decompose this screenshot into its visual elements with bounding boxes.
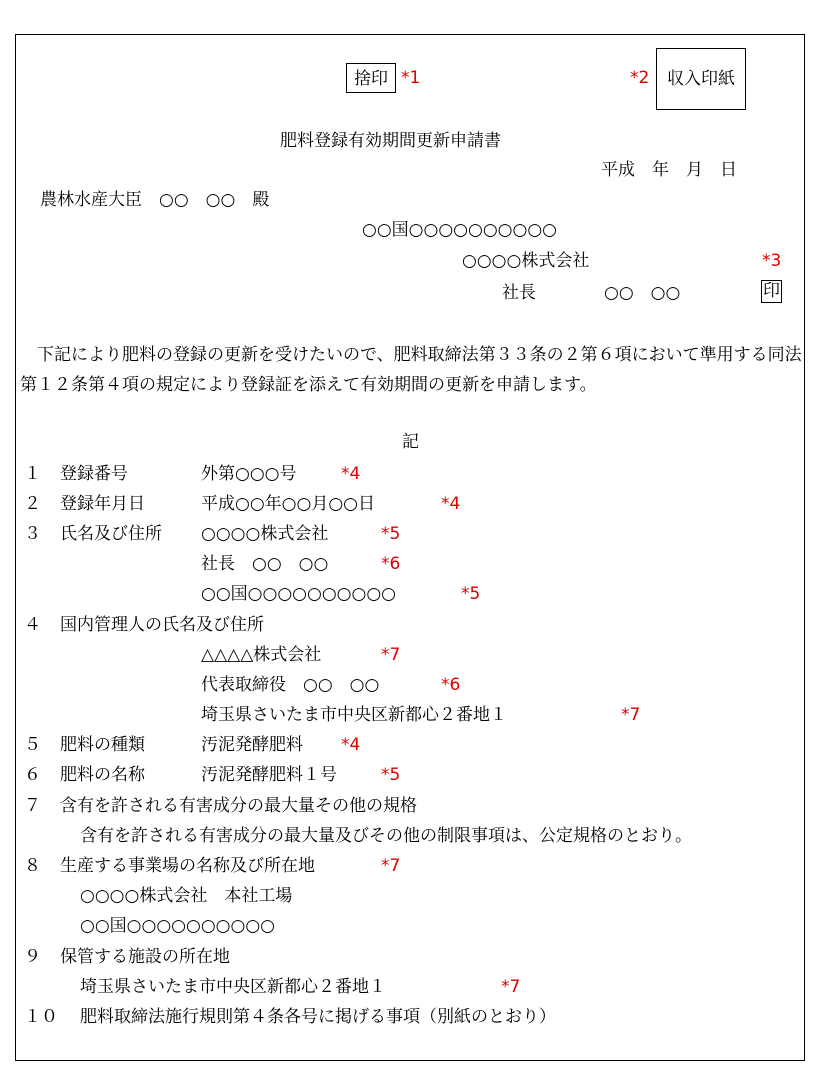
item-value: 含有を許される有害成分の最大量及びその他の制限事項は、公定規格のとおり。 — [80, 826, 692, 846]
item-number: ４ — [24, 615, 41, 635]
ki-heading: 記 — [402, 432, 419, 452]
item-number: １０ — [24, 1007, 58, 1027]
date-line: 平成 年 月 日 — [601, 160, 737, 180]
footnote-marker: *5 — [381, 524, 401, 544]
footnote-marker: *4 — [441, 494, 461, 514]
document-title: 肥料登録有効期間更新申請書 — [280, 131, 501, 151]
body-paragraph: 下記により肥料の登録の更新を受けたいので、肥料取締法第３３条の２第６項において準用する同法第１２条第４項の規定により登録証を添えて有効期間の更新を申請します。 — [20, 345, 802, 395]
item-label: 含有を許される有害成分の最大量その他の規格 — [60, 796, 417, 816]
footnote-marker: *5 — [381, 765, 401, 785]
item-number: ５ — [24, 735, 41, 755]
applicant-representative: 社長 ○○ ○○ — [502, 283, 681, 303]
item-number: ７ — [24, 796, 41, 816]
item-label: 肥料の種類 — [60, 735, 145, 755]
item-label: 生産する事業場の名称及び所在地 — [60, 856, 315, 876]
item-number: ８ — [24, 856, 41, 876]
footnote-marker: *5 — [461, 584, 481, 604]
item-number: １ — [24, 464, 41, 484]
applicant-address: ○○国○○○○○○○○○○ — [362, 220, 558, 240]
item-label: 登録番号 — [60, 464, 128, 484]
item-value: ○○○○株式会社 — [201, 524, 329, 544]
item-value: 埼玉県さいたま市中央区新都心２番地１ — [201, 705, 507, 725]
item-label: 登録年月日 — [60, 494, 145, 514]
addressee: 農林水産大臣 ○○ ○○ 殿 — [40, 190, 270, 210]
item-value: 代表取締役 ○○ ○○ — [201, 675, 380, 695]
footnote-marker: *3 — [762, 251, 782, 271]
footnote-marker: *6 — [381, 554, 401, 574]
item-value: 汚泥発酵肥料 — [201, 735, 303, 755]
item-number: ３ — [24, 524, 41, 544]
item-value: 平成○○年○○月○○日 — [201, 494, 376, 514]
footnote-marker: *7 — [501, 977, 521, 997]
footnote-marker: *7 — [381, 645, 401, 665]
item-value: 埼玉県さいたま市中央区新都心２番地１ — [80, 977, 386, 997]
item-number: ９ — [24, 947, 41, 967]
item-value: 社長 ○○ ○○ — [201, 554, 329, 574]
item-value: ○○国○○○○○○○○○○ — [201, 584, 397, 604]
item-value: ○○国○○○○○○○○○○ — [80, 916, 276, 936]
item-value: ○○○○株式会社 本社工場 — [80, 886, 293, 906]
footnote-marker: *4 — [341, 464, 361, 484]
item-value: 汚泥発酵肥料１号 — [201, 765, 337, 785]
item-label: 肥料取締法施行規則第４条各号に掲げる事項（別紙のとおり） — [80, 1007, 556, 1027]
footnote-marker: *4 — [341, 735, 361, 755]
footnote-marker: *2 — [630, 68, 650, 88]
revenue-stamp-box: 収入印紙 — [656, 48, 746, 110]
item-label: 肥料の名称 — [60, 765, 145, 785]
item-value: △△△△株式会社 — [201, 645, 322, 665]
footnote-marker: *7 — [621, 705, 641, 725]
footnote-marker: *6 — [441, 675, 461, 695]
seal-box: 印 — [763, 281, 780, 301]
footnote-marker: *7 — [381, 856, 401, 876]
footnote-marker: *1 — [401, 68, 421, 88]
item-label: 保管する施設の所在地 — [60, 947, 230, 967]
item-value: 外第○○○号 — [201, 464, 297, 484]
item-label: 国内管理人の氏名及び住所 — [60, 615, 264, 635]
item-number: ２ — [24, 494, 41, 514]
applicant-company: ○○○○株式会社 — [462, 251, 590, 271]
item-number: ６ — [24, 765, 41, 785]
item-label: 氏名及び住所 — [60, 524, 162, 544]
discard-seal-box: 捨印 — [346, 63, 396, 93]
